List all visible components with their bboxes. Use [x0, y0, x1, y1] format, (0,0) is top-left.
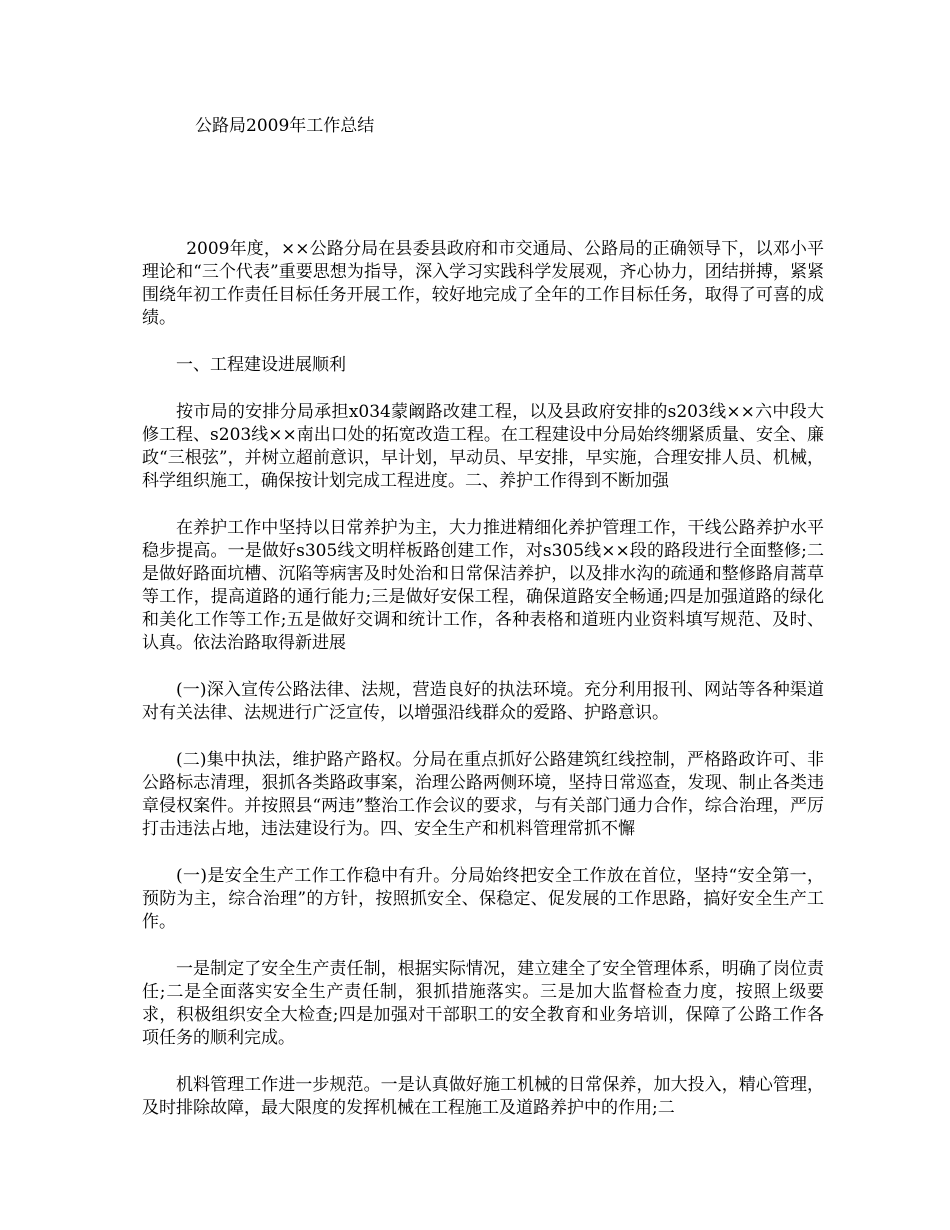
section-heading-engineering: 一、工程建设进展顺利: [176, 355, 346, 375]
paragraph-law-publicity: (一)深入宣传公路法律、法规，营造良好的执法环境。充分利用报刊、网站等各种渠道对有关法律、法规进行广泛宣传，以增强沿线群众的爱路、护路意识。: [142, 680, 824, 723]
document-body: [142, 238, 824, 1120]
document-title: 公路局2009年工作总结: [195, 116, 375, 136]
paragraph-safety-measures: 一是制定了安全生产责任制，根据实际情况，建立建全了安全管理体系，明确了岗位责任;二是全面落实安全生产责任制，狠抓措施落实。三是加大监督检查力度，按照上级要求，积极组织安全大检查;四是加强对干部职工的安全教育和业务培训，保障了公路工作各项任务的顺利完成。: [142, 959, 824, 1048]
paragraph-machinery: 机料管理工作进一步规范。一是认真做好施工机械的日常保养，加大投入，精心管理，及时排除故障，最大限度的发挥机械在工程施工及道路养护中的作用;二: [142, 1075, 824, 1118]
paragraph-intro: 2009年度，××公路分局在县委县政府和市交通局、公路局的正确领导下，以邓小平理论和“三个代表”重要思想为指导，深入学习实践科学发展观，齐心协力，团结拼搏，紧紧围绕年初工作责任目标任务开展工作，较好地完成了全年的工作目标任务，取得了可喜的成绩。: [142, 239, 824, 328]
paragraph-law-enforcement: (二)集中执法，维护路产路权。分局在重点抓好公路建筑红线控制，严格路政许可、非公路标志清理，狠抓各类路政事案，治理公路两侧环境，坚持日常巡查，发现、制止各类违章侵权案件。并按照县“两违”整治工作会议的要求，与有关部门通力合作，综合治理，严厉打击违法占地，违法建设行为。四、安全生产和机料管理常抓不懈: [142, 750, 824, 839]
paragraph-maintenance: 在养护工作中坚持以日常养护为主，大力推进精细化养护管理工作，干线公路养护水平稳步提高。一是做好s305线文明样板路创建工作，对s305线××段的路段进行全面整修;二是做好路面坑槽、沉陷等病害及时处治和日常保洁养护，以及排水沟的疏通和整修路肩蒿草等工作，提高道路的通行能力;三是做好安保工程，确保道路安全畅通;四是加强道路的绿化和美化工作等工作;五是做好交调和统计工作，各种表格和道班内业资料填写规范、及时、认真。依法治路取得新进展: [142, 518, 824, 653]
paragraph-safety: (一)是安全生产工作工作稳中有升。分局始终把安全工作放在首位，坚持“安全第一，预防为主，综合治理”的方针，按照抓安全、保稳定、促发展的工作思路，搞好安全生产工作。: [142, 866, 824, 932]
paragraph-engineering: 按市局的安排分局承担x034蒙阚路改建工程，以及县政府安排的s203线××六中段大修工程、s203线××南出口处的拓宽改造工程。在工程建设中分局始终绷紧质量、安全、廉政“三根弦”，并树立超前意识，早计划，早动员、早安排，早实施，合理安排人员、机械，科学组织施工，确保按计划完成工程进度。二、养护工作得到不断加强: [142, 402, 824, 491]
